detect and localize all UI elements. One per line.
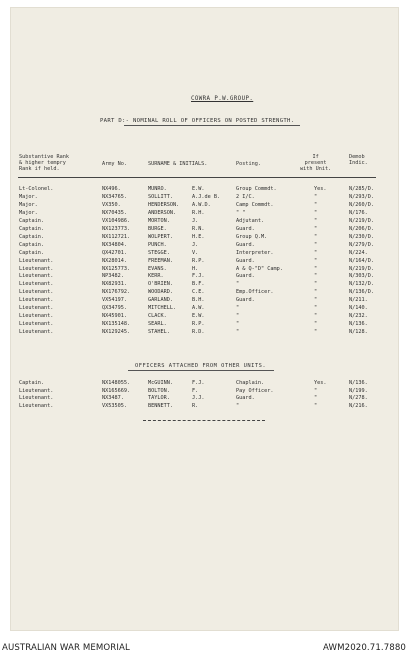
cell-present: ": [314, 289, 318, 296]
cell-name: ANDERSON.: [148, 209, 177, 216]
cell-posting: Emp.Officer.: [236, 289, 274, 296]
cell-init: V.: [192, 249, 199, 256]
cell-present: Yes.: [314, 380, 327, 386]
cell-rank: Captain.: [19, 249, 44, 256]
cell-rank: Major.: [19, 201, 38, 208]
cell-no: VX54197.: [102, 297, 127, 304]
cell-name: CLACK.: [148, 313, 167, 320]
cell-present: ": [314, 193, 318, 200]
cell-init: J.J.: [192, 395, 205, 402]
cell-name: MORTON.: [148, 217, 170, 224]
cell-rank: Lieutenant.: [19, 273, 54, 280]
cell-name: GARLAND.: [148, 297, 173, 304]
cell-posting: ": [236, 321, 240, 328]
cell-present: ": [314, 225, 318, 232]
cell-demob: N/132/D.: [349, 281, 374, 288]
cell-name: BOLTON.: [148, 387, 170, 394]
cell-name: KERR.: [148, 273, 164, 280]
cell-present: ": [314, 241, 318, 248]
attached-heading-underline: [128, 370, 274, 371]
cell-name: BENNETT.: [148, 402, 173, 409]
cell-rank: Lieutenant.: [19, 321, 54, 328]
part-heading: PART D:- NOMINAL ROLL OF OFFICERS ON POSTED STRENGTH.: [100, 118, 295, 124]
cell-rank: Lieutenant.: [19, 297, 54, 304]
cell-no: QX34795.: [102, 305, 127, 312]
cell-demob: N/164/D.: [349, 257, 374, 264]
cell-name: TAYLOR.: [148, 395, 170, 402]
cell-posting: Guard.: [236, 273, 255, 280]
cell-posting: Camp Commdt.: [236, 201, 274, 208]
cell-init: H.: [192, 265, 199, 272]
header-army-no: Army No.: [102, 161, 127, 167]
cell-no: NP3482.: [102, 273, 124, 280]
cell-no: QX42701.: [102, 249, 127, 256]
cell-rank: Lieutenant.: [19, 289, 54, 296]
cell-posting: ": [236, 402, 240, 409]
cell-name: McGUINN.: [148, 380, 173, 386]
cell-posting: Group Q.M.: [236, 233, 268, 240]
cell-init: F.J.: [192, 273, 205, 280]
cell-rank: Lieutenant.: [19, 387, 54, 394]
cell-present: ": [314, 321, 318, 328]
cell-posting: Pay Officer.: [236, 387, 274, 394]
cell-init: A.J.de B.: [192, 193, 221, 200]
cell-init: J.: [192, 241, 199, 248]
cell-no: NX34804.: [102, 241, 127, 248]
cell-name: STAHEL.: [148, 329, 170, 336]
cell-demob: N/230/D.: [349, 233, 374, 240]
cell-no: NX123773.: [102, 225, 131, 232]
cell-name: BURGE.: [148, 225, 167, 232]
cell-no: NX129245.: [102, 329, 131, 336]
cell-no: NX34765.: [102, 193, 127, 200]
cell-no: NX148055.: [102, 380, 131, 386]
cell-init: J.: [192, 217, 199, 224]
cell-posting: Interpreter.: [236, 249, 274, 256]
cell-posting: Guard.: [236, 257, 255, 264]
cell-present: ": [314, 402, 318, 409]
cell-present: ": [314, 201, 318, 208]
cell-init: F.J.: [192, 380, 205, 386]
cell-posting: A & Q-"D" Camp.: [236, 265, 283, 272]
cell-name: WOODARD.: [148, 289, 173, 296]
cell-present: ": [314, 217, 318, 224]
cell-present: ": [314, 329, 318, 336]
cell-rank: Captain.: [19, 217, 44, 224]
cell-rank: Lieutenant.: [19, 265, 54, 272]
footer-credit: AUSTRALIAN WAR MEMORIAL: [2, 643, 130, 653]
cell-demob: N/279/D.: [349, 241, 374, 248]
cell-no: NX496.: [102, 186, 121, 192]
cell-name: O'BRIEN.: [148, 281, 173, 288]
cell-present: ": [314, 273, 318, 280]
cell-init: E.W.: [192, 186, 205, 192]
header-posting: Posting.: [236, 161, 261, 167]
cell-demob: N/206/D.: [349, 225, 374, 232]
cell-demob: N/216.: [349, 402, 368, 409]
cell-no: NX165669.: [102, 387, 131, 394]
cell-rank: Major.: [19, 193, 38, 200]
cell-demob: N/136.: [349, 380, 368, 386]
cell-init: F.: [192, 387, 199, 394]
cell-no: NX45901.: [102, 313, 127, 320]
cell-present: ": [314, 233, 318, 240]
cell-init: A.W.: [192, 305, 205, 312]
cell-posting: ": [236, 281, 240, 288]
cell-rank: Lieutenant.: [19, 395, 54, 402]
cell-no: NX125773.: [102, 265, 131, 272]
cell-rank: Lieutenant.: [19, 305, 54, 312]
cell-posting: Guard.: [236, 241, 255, 248]
cell-posting: Adjutant.: [236, 217, 265, 224]
cell-init: E.W.: [192, 313, 205, 320]
cell-posting: ": [236, 329, 240, 336]
cell-no: NX28014.: [102, 257, 127, 264]
header-present: If present with Unit.: [300, 154, 332, 173]
cell-present: ": [314, 257, 318, 264]
cell-init: R.D.: [192, 329, 205, 336]
cell-rank: Lieutenant.: [19, 257, 54, 264]
cell-demob: N/224.: [349, 249, 368, 256]
cell-demob: N/199.: [349, 387, 368, 394]
cell-name: MUNRO.: [148, 186, 167, 192]
cell-init: R.P.: [192, 257, 205, 264]
cell-demob: N/293/D.: [349, 193, 374, 200]
cell-present: ": [314, 209, 318, 216]
cell-init: B.F.: [192, 281, 205, 288]
cell-present: ": [314, 297, 318, 304]
cell-demob: N/136.: [349, 321, 368, 328]
cell-name: FREEMAN.: [148, 257, 173, 264]
cell-rank: Lieutenant.: [19, 313, 54, 320]
cell-rank: Captain.: [19, 241, 44, 248]
cell-posting: Guard.: [236, 297, 255, 304]
cell-posting: " ": [236, 209, 246, 216]
cell-rank: Lieutenant.: [19, 402, 54, 409]
cell-demob: N/140.: [349, 305, 368, 312]
header-rule: [18, 177, 376, 178]
footer-accession: AWM2020.71.7880: [323, 643, 406, 653]
cell-present: ": [314, 305, 318, 312]
cell-init: C.E.: [192, 289, 205, 296]
header-demob: Demob Indic.: [349, 154, 368, 167]
cell-posting: Guard.: [236, 225, 255, 232]
cell-demob: N/176.: [349, 209, 368, 216]
cell-demob: N/278.: [349, 395, 368, 402]
header-rank: Substantive Rank & higher tempry Rank if held.: [19, 154, 69, 173]
cell-name: SEARL.: [148, 321, 167, 328]
cell-init: A.W.D.: [192, 201, 211, 208]
cell-name: EVANS.: [148, 265, 167, 272]
cell-no: NX112721.: [102, 233, 131, 240]
cell-init: R.N.: [192, 225, 205, 232]
cell-no: NX135148.: [102, 321, 131, 328]
cell-rank: Captain.: [19, 233, 44, 240]
cell-rank: Major.: [19, 209, 38, 216]
cell-no: NX70435.: [102, 209, 127, 216]
cell-name: WOLPERT.: [148, 233, 173, 240]
cell-posting: Guard.: [236, 395, 255, 402]
cell-posting: Chaplain.: [236, 380, 265, 386]
part-heading-underline: [124, 125, 300, 126]
cell-no: VX350.: [102, 201, 121, 208]
cell-demob: N/211.: [349, 297, 368, 304]
cell-rank: Captain.: [19, 380, 44, 386]
cell-no: NX82931.: [102, 281, 127, 288]
cell-present: ": [314, 265, 318, 272]
cell-no: VX53505.: [102, 402, 127, 409]
cell-demob: N/232.: [349, 313, 368, 320]
cell-init: R.P.: [192, 321, 205, 328]
cell-init: H.E.: [192, 233, 205, 240]
cell-init: R.: [192, 402, 199, 409]
cell-posting: 2 I/C.: [236, 193, 255, 200]
cell-name: HENDERSON.: [148, 201, 180, 208]
cell-demob: N/285/D.: [349, 186, 374, 192]
cell-demob: N/219/D.: [349, 217, 374, 224]
cell-name: MITCHELL.: [148, 305, 177, 312]
cell-init: B.H.: [192, 297, 205, 304]
cell-name: SOLLITT.: [148, 193, 173, 200]
end-rule: [143, 420, 265, 421]
cell-rank: Captain.: [19, 225, 44, 232]
attached-heading: OFFICERS ATTACHED FROM OTHER UNITS.: [135, 363, 267, 369]
cell-posting: ": [236, 313, 240, 320]
cell-demob: N/219/D.: [349, 265, 374, 272]
cell-demob: N/128.: [349, 329, 368, 336]
cell-no: NX176792.: [102, 289, 131, 296]
cell-name: STEGGE.: [148, 249, 170, 256]
document-title: COWRA P.W.GROUP.: [191, 96, 254, 102]
cell-rank: Lieutenant.: [19, 281, 54, 288]
cell-name: PUNCH.: [148, 241, 167, 248]
cell-demob: N/260/D.: [349, 201, 374, 208]
cell-demob: N/136/D.: [349, 289, 374, 296]
cell-present: Yes.: [314, 186, 327, 192]
cell-rank: Lt-Colonel.: [19, 186, 54, 192]
cell-present: ": [314, 313, 318, 320]
cell-posting: ": [236, 305, 240, 312]
cell-init: R.H.: [192, 209, 205, 216]
cell-no: VX104986.: [102, 217, 131, 224]
cell-present: ": [314, 395, 318, 402]
cell-present: ": [314, 387, 318, 394]
cell-demob: N/303/D.: [349, 273, 374, 280]
cell-posting: Group Commdt.: [236, 186, 277, 192]
cell-present: ": [314, 281, 318, 288]
cell-present: ": [314, 249, 318, 256]
header-name: SURNAME & INITIALS.: [148, 161, 208, 167]
cell-no: NX3487.: [102, 395, 124, 402]
cell-rank: Lieutenant.: [19, 329, 54, 336]
